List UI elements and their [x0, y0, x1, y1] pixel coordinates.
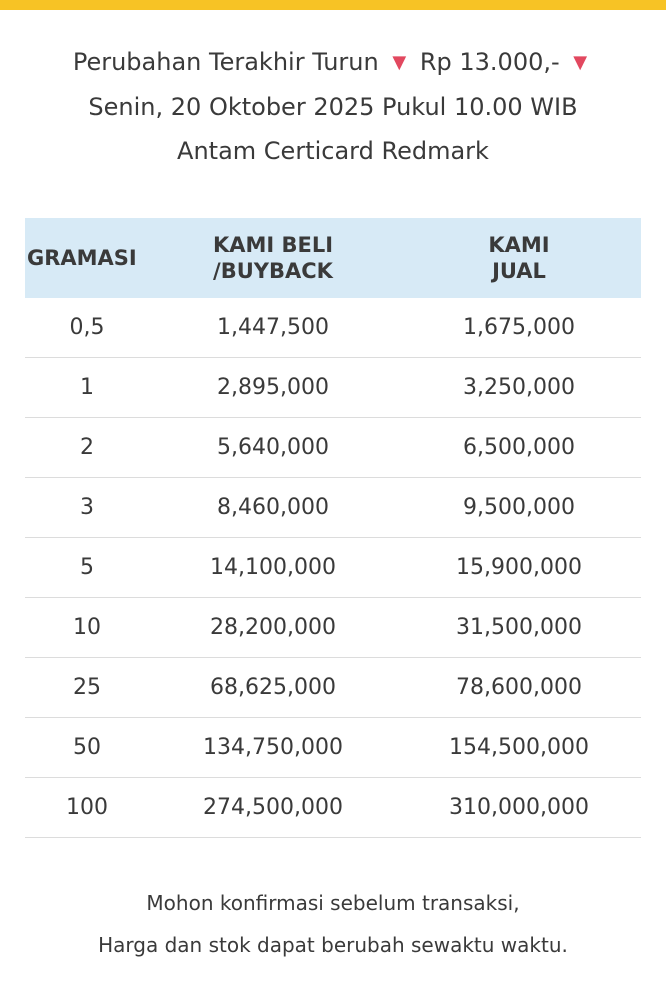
- gram-value: 10: [73, 615, 101, 640]
- table-header-row: [25, 218, 641, 298]
- column-header-sell-line2: JUAL: [492, 259, 546, 283]
- buyback-cell: 274,500,000: [149, 778, 397, 838]
- sell-cell: 154,500,000: [397, 718, 641, 778]
- table-row: [25, 298, 641, 358]
- column-header-buyback-line1: KAMI BELI: [212, 233, 334, 257]
- sell-cell: 31,500,000: [397, 598, 641, 658]
- gram-cell: [25, 658, 149, 718]
- table-row: [25, 358, 641, 418]
- sell-cell: 6,500,000: [397, 418, 641, 478]
- gram-value: 5: [80, 555, 94, 580]
- sell-cell: 15,900,000: [397, 538, 641, 598]
- buyback-cell: 28,200,000: [149, 598, 397, 658]
- sell-cell: 78,600,000: [397, 658, 641, 718]
- table-row: [25, 598, 641, 658]
- buyback-cell: 2,895,000: [149, 358, 397, 418]
- table-row: [25, 418, 641, 478]
- footer-line-1: Mohon konfirmasi sebelum transaksi,: [146, 891, 520, 915]
- triangle-down-icon: ▼: [392, 52, 407, 73]
- sell-cell: 9,500,000: [397, 478, 641, 538]
- triangle-down-icon: ▼: [573, 52, 588, 73]
- gram-value: 25: [73, 675, 101, 700]
- gram-value: 1: [80, 375, 94, 400]
- column-header-buyback-line2: /BUYBACK: [213, 259, 333, 283]
- gram-cell: [25, 298, 149, 358]
- column-header-sell: [397, 218, 641, 298]
- buyback-cell: 5,640,000: [149, 418, 397, 478]
- gram-cell: [25, 778, 149, 838]
- sell-cell: 310,000,000: [397, 778, 641, 838]
- column-header-sell-line1: KAMI: [488, 233, 550, 257]
- product-name: Antam Certicard Redmark: [177, 137, 489, 165]
- column-header-gramasi: GRAMASI: [25, 218, 149, 298]
- table-row: [25, 778, 641, 838]
- buyback-cell: 68,625,000: [149, 658, 397, 718]
- gram-cell: [25, 718, 149, 778]
- gram-cell: [25, 598, 149, 658]
- price-info-header: [0, 40, 666, 173]
- footer-line-2: Harga dan stok dapat berubah sewaktu waktu.: [98, 933, 568, 957]
- buyback-cell: 14,100,000: [149, 538, 397, 598]
- table-row: [25, 538, 641, 598]
- gram-value: 0,5: [69, 315, 105, 340]
- buyback-cell: 134,750,000: [149, 718, 397, 778]
- gram-value: 50: [73, 735, 101, 760]
- gram-cell: [25, 538, 149, 598]
- change-amount: Rp 13.000,-: [419, 48, 560, 76]
- table-row: [25, 658, 641, 718]
- last-change-line: [0, 40, 666, 85]
- change-label: Perubahan Terakhir Turun: [72, 48, 379, 76]
- buyback-cell: 1,447,500: [149, 298, 397, 358]
- gram-cell: [25, 358, 149, 418]
- gram-value: 2: [80, 435, 94, 460]
- sell-cell: 3,250,000: [397, 358, 641, 418]
- gram-cell: [25, 418, 149, 478]
- gram-value: 100: [66, 795, 108, 820]
- table-row: [25, 718, 641, 778]
- sell-cell: 1,675,000: [397, 298, 641, 358]
- update-date: Senin, 20 Oktober 2025 Pukul 10.00 WIB: [88, 93, 578, 121]
- gram-cell: [25, 478, 149, 538]
- gram-value: 3: [80, 495, 94, 520]
- buyback-cell: 8,460,000: [149, 478, 397, 538]
- price-table: [25, 218, 641, 838]
- footer-note: [0, 882, 666, 966]
- column-header-buyback: [149, 218, 397, 298]
- table-row: [25, 478, 641, 538]
- top-accent-bar: [0, 0, 666, 10]
